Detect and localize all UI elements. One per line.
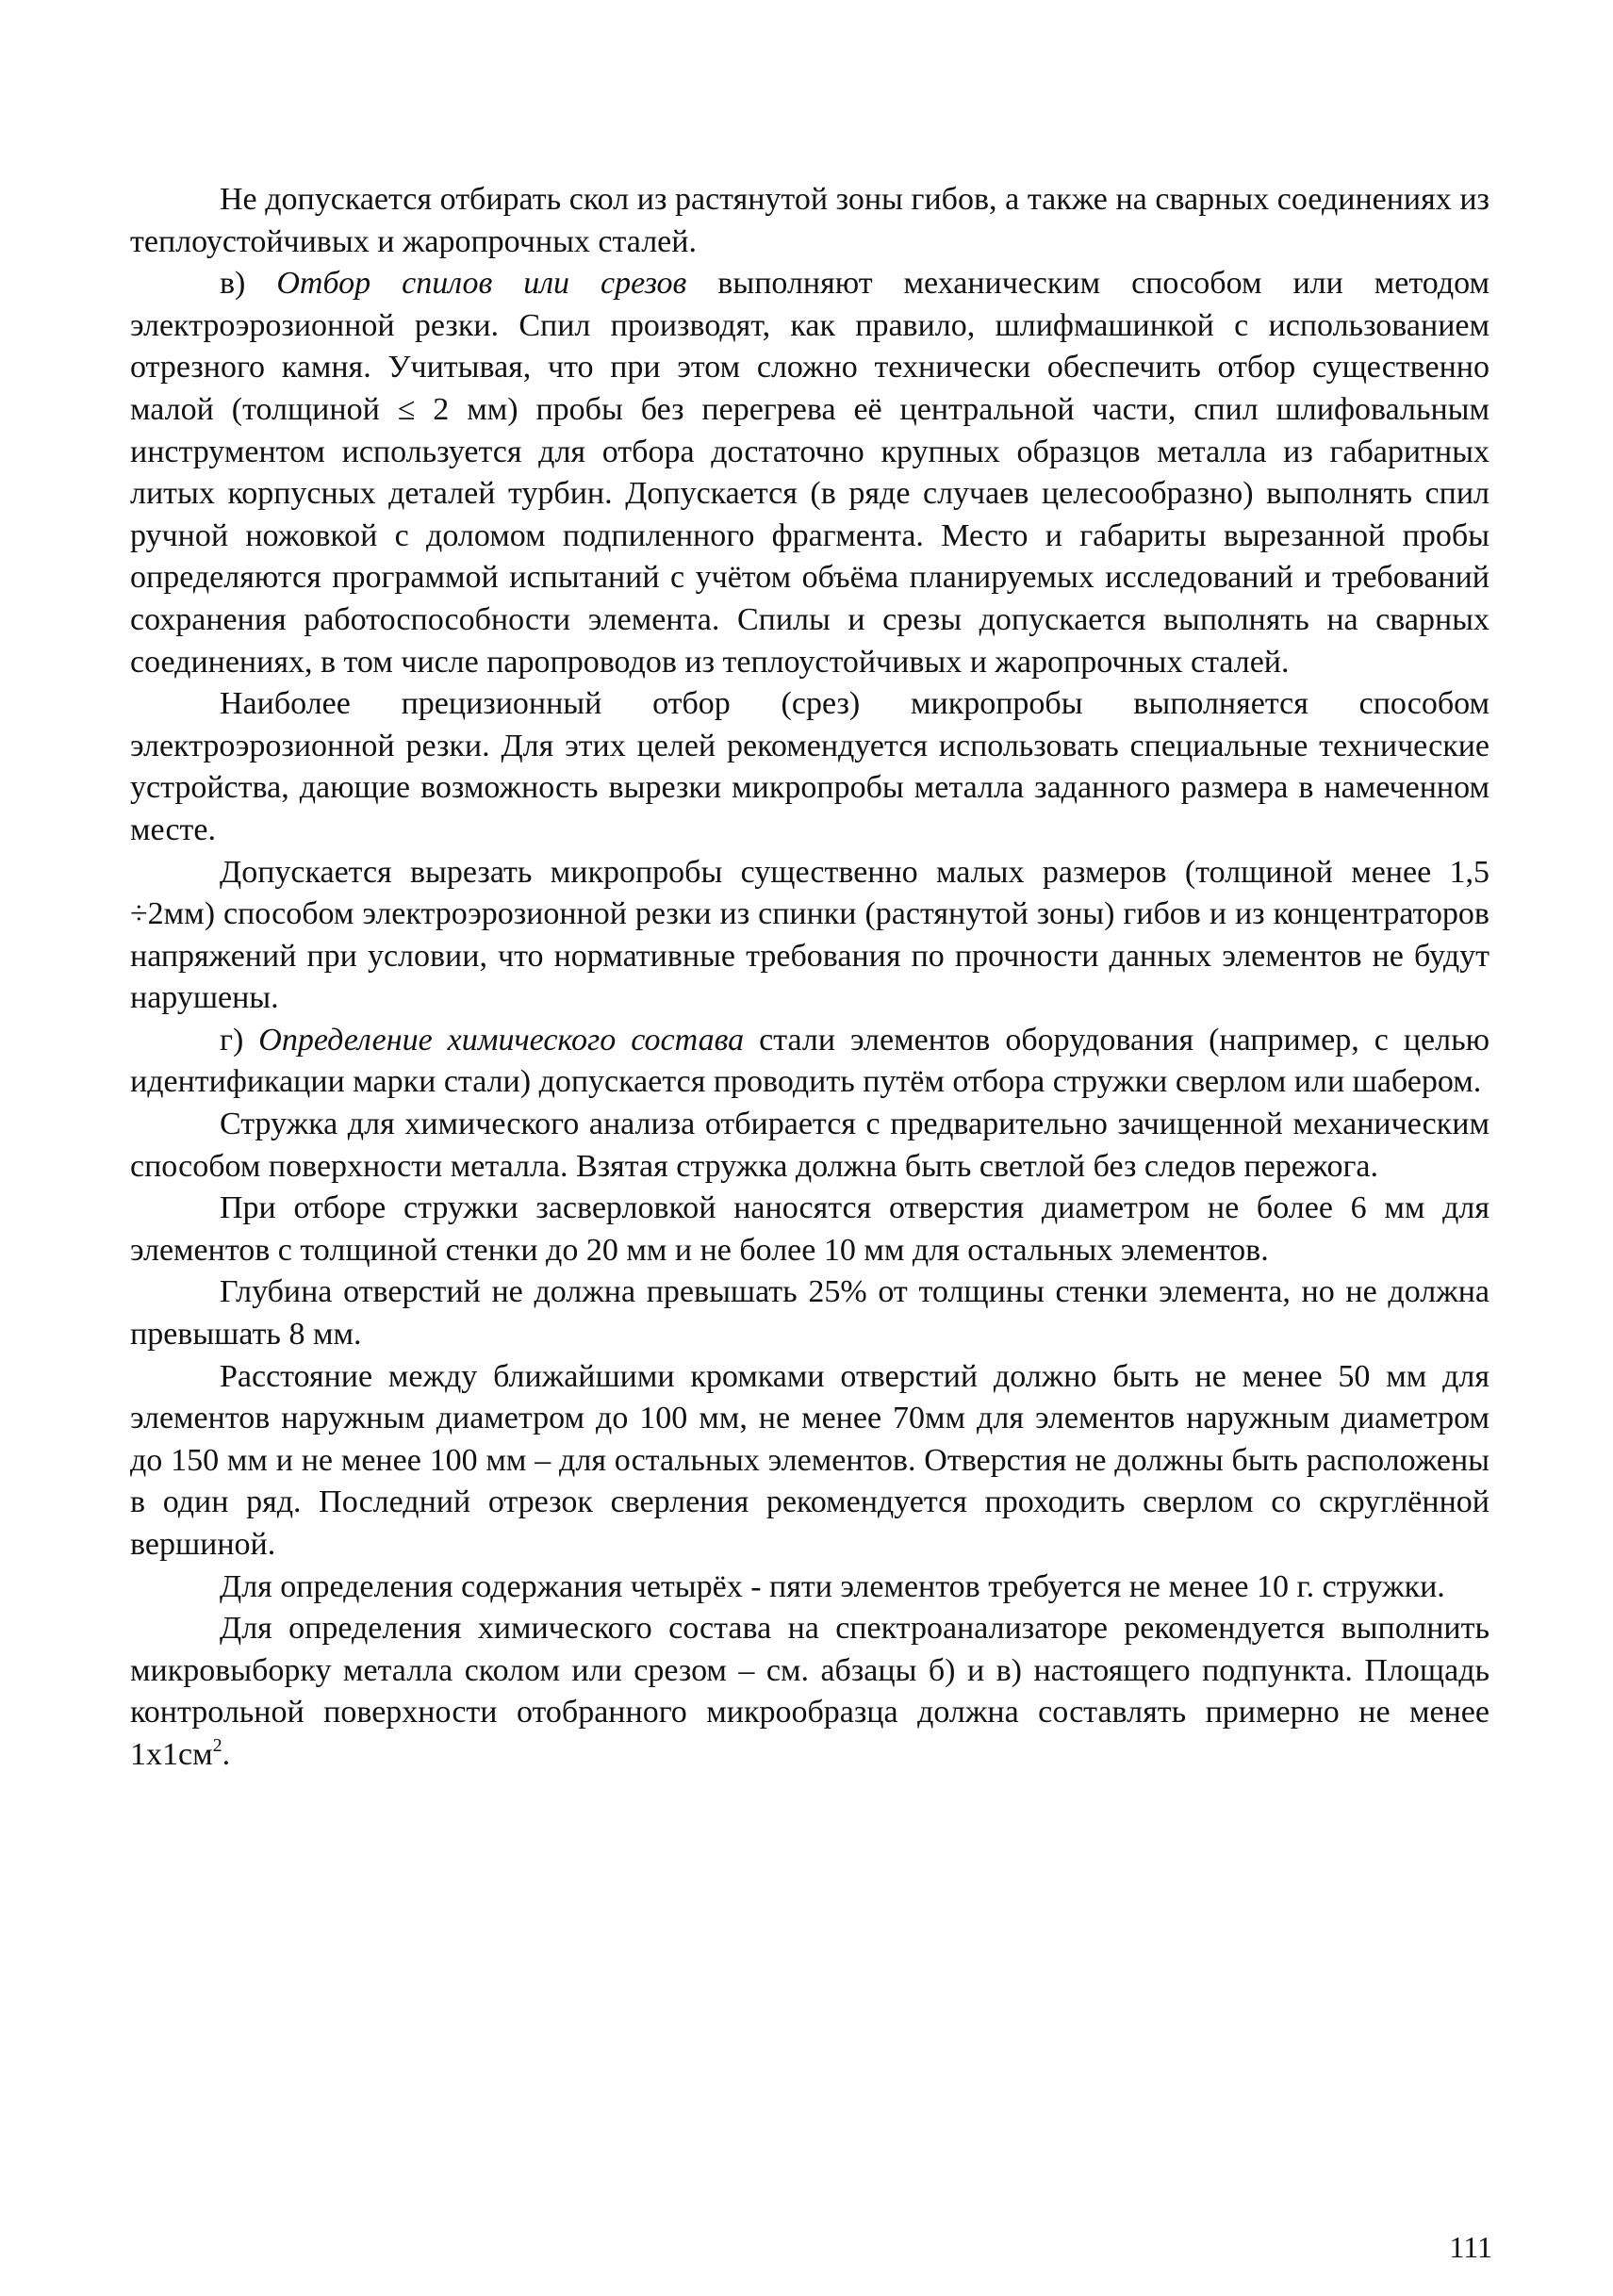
paragraph-edm-microsample [130, 683, 1490, 851]
paragraph-text: Стружка для химического анализа отбирается с предварительно зачищенной механическим способом поверхности металла. Взятая стружка должна быть светлой без следов пережога. [130, 1107, 1490, 1184]
paragraph-text: Для определения химического состава на спектроанализаторе рекомендуется выполнить микровыборку металла сколом или срезом – см. абзацы б) и в) настоящего подпункта. Площадь контрольной поверхности отобранного микрообразца должна составлять примерно не менее 1х1см [130, 1611, 1490, 1772]
list-marker: г) [220, 1022, 259, 1058]
paragraph-chip-quantity [130, 1566, 1490, 1609]
paragraph-text: Для определения содержания четырёх - пяти элементов требуется не менее 10 г. стружки. [220, 1568, 1445, 1604]
paragraph-hole-diameter [130, 1188, 1490, 1271]
paragraph-cuts-sampling [130, 263, 1490, 683]
paragraph-text: Наиболее прецизионный отбор (срез) микропробы выполняется способом электроэрозионной резки. Для этих целей рекомендуется использовать специальные технические устройства, дающие возможность вырезки микропробы металла заданного размера в намеченном месте. [130, 686, 1490, 847]
list-marker: в) [220, 266, 277, 302]
paragraph-chip-collection [130, 1104, 1490, 1188]
emphasized-term: Отбор спилов или срезов [276, 266, 687, 302]
paragraph-text: Глубина отверстий не должна превышать 25% от толщины стенки элемента, но не должна превышать 8 мм. [130, 1274, 1490, 1353]
body-text [130, 179, 1490, 1777]
paragraph-hole-depth [130, 1271, 1490, 1355]
paragraph-hole-spacing [130, 1356, 1490, 1566]
paragraph-text: При отборе стружки засверловкой наносятся отверстия диаметром не более 6 мм для элементов с толщиной стенки до 20 мм и не более 10 мм для остальных элементов. [130, 1190, 1490, 1268]
paragraph-end: . [222, 1736, 231, 1772]
paragraph-text: Допускается вырезать микропробы существенно малых размеров (толщиной менее 1,5 ÷2мм) способом электроэрозионной резки из спинки (растянутой зоны) гибов и из концентраторов напряжений при условии, что нормативные требования по прочности данных элементов не будут нарушены. [130, 854, 1490, 1016]
paragraph-text: Расстояние между ближайшими кромками отверстий должно быть не менее 50 мм для элементов наружным диаметром до 100 мм, не менее 70мм для элементов наружным диаметром до 150 мм и не менее 100 мм – для остальных элементов. Отверстия не должны быть расположены в один ряд. Последний отрезок сверления рекомендуется проходить сверлом со скруглённой вершиной. [130, 1358, 1490, 1562]
page-number: 111 [1449, 2230, 1492, 2264]
paragraph-spall-restriction [130, 179, 1490, 263]
superscript: 2 [212, 1734, 222, 1756]
paragraph-small-microsamples [130, 852, 1490, 1020]
paragraph-text: выполняют механическим способом или методом электроэрозионной резки. Спил производят, как правило, шлифмашинкой с использованием отрезного камня. Учитывая, что при этом сложно технически обеспечить отбор существенно малой (толщиной ≤ 2 мм) пробы без перегрева её центральной части, спил шлифовальным инструментом используется для отбора достаточно крупных образцов металла из габаритных литых корпусных деталей турбин. Допускается (в ряде случаев целесообразно) выполнять спил ручной ножовкой с доломом подпиленного фрагмента. Место и габариты вырезанной пробы определяются программой испытаний с учётом объёма планируемых исследований и требований сохранения работоспособности элемента. Спилы и срезы допускается выполнять на сварных соединениях, в том числе паропроводов из теплоустойчивых и жаропрочных сталей. [130, 266, 1490, 680]
paragraph-text: стали элементов оборудования (например, с целью идентификации марки стали) допускается проводить путём отбора стружки сверлом или шабером. [130, 1022, 1490, 1100]
paragraph-text: Не допускается отбирать скол из растянутой зоны гибов, а также на сварных соединениях из теплоустойчивых и жаропрочных сталей. [130, 182, 1490, 259]
paragraph-spectroanalyzer [130, 1608, 1490, 1776]
paragraph-chemical-composition [130, 1020, 1490, 1104]
emphasized-term: Определение химического состава [258, 1022, 745, 1058]
